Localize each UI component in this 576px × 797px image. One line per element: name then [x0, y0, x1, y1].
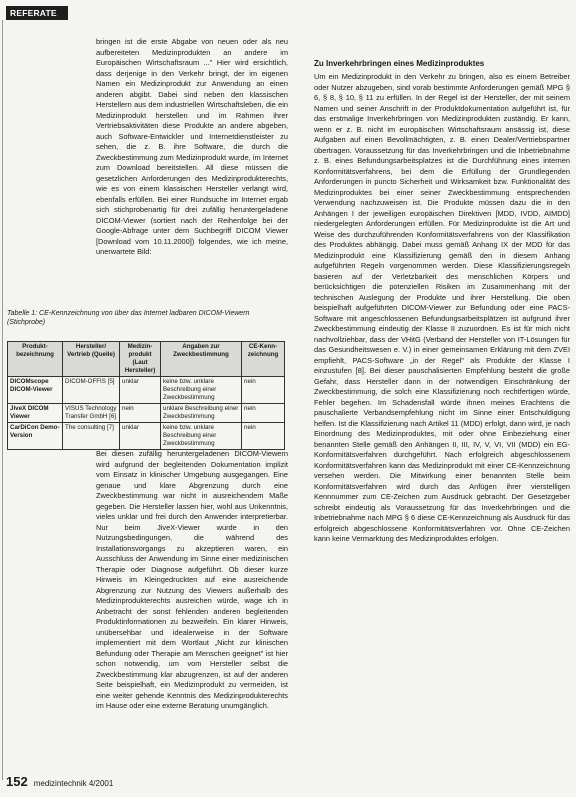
col-vendor: Hersteller/ Vertrieb (Quelle) — [63, 342, 120, 377]
page-footer — [6, 774, 113, 789]
section-tag: REFERATE — [6, 6, 68, 20]
cell-purpose: keine bzw. unklare Beschreibung einer Zweckbestimmung — [161, 377, 242, 404]
cell-purpose: keine bzw. unklare Beschreibung einer Zweckbestimmung — [161, 423, 242, 450]
cell-vendor: The consulting [7] — [63, 423, 120, 450]
right-paragraph: Um ein Medizinprodukt in den Verkehr zu bringen, also es einem Betreiber oder Nutzer abzugeben, sind vorab bestimmte Anforderungen gemäß MPG § 6, § 8, § 10, § 11 zu erfüllen. In der Regel ist der Hersteller, der mit seinem Namen und seiner Anschrift in der Produktdokumentation aufgeführt ist, für das erstmalige Inverkehrbringen von Medizinprodukten zuständig. Er kann, wenn er z. B. nicht im europäischen Wirtschaftsraum ansässig ist, diese Aufgaben auf einen Bevollmächtigten, z. B. einen Dealer/Vertriebspartner übertragen. Voraussetzung für das Inverkehrbringen und die Inbetriebnahme z. B. eines Befundungsarbeitsplatzes ist die Durchführung eines internen Konformitätsverfahrens, bei dem die Erfüllung der Grundlegenden Anforderungen in puncto Sicherheit und Wirksamkeit bzw. Funktionalität des Medizinproduktes bei einer seiner Zweckbestimmung entsprechenden Verwendung nachzuweisen ist. Die Produkte müssen dazu die in den Anhängen I der jeweiligen europäischen Direktiven [MDD, IVDD, AIMDD] niedergelegten Anforderungen erfüllen. Für Medizinprodukte ist die Art und Weise des durchzuführenden Konformitätsverfahrens von der Klassifikation des Produktes abhängig. Dabei muss gemäß Anhang IX der MDD für das Medizinprodukt eine Klassifizierung gemäß den in diesem Anhang aufgeführten Regeln vorgenommen werden. Diese Klassifizierungsregeln basieren auf der Verletzbarkeit des menschlichen Körpers und berücksichtigen die potenziellen Risiken im Zusammenhang mit der technischen Auslegung der Produkte und ihrer Herstellung. Die oben beispielhaft aufgeführten DICOM-Viewer zur Befundung oder eine PACS-Software mit angeschlossenen Befundungsarbeitsplätzen ist aufgrund ihrer Zweckbestimmung eindeutig der Klasse II zuzuordnen. Es ist für mich nicht nachvollziehbar, dass der VHitG (Verband der Hersteller von IT-Lösungen für das Gesundheitswesen e. V.) in einer gemeinsamen Erklärung mit dem ZVEI empfiehlt, PACS-Software „in der Regel" als Produkte der Klasse I einzustufen [8]. Bei dieser pauschalisierten Empfehlung besteht die große Gefahr, dass Hersteller dann in der notwendigen Einschränkung der Zweckbestimmung, die solch eine Klassifizierung noch rechtfertigen würde, Fehler begehen. Im Schadensfall würde ihnen meines Erachtens die pauschalierte Verbandsempfehlung nicht im Sinne einer Entschuldigung helfen. Ist die Klassifizierung nach Artikel 11 (MDD) erfolgt, dann wird, je nach Einordnung des Medizinproduktes, mit oder ohne Einbeziehung einer benannten Stelle gemäß den Anhängen II, III, IV, V, VI, VII (MDD) ein EG-Konformitätsverfahren durchgeführt. Nach erfolgreich abgeschlossenem Konformitätsverfahren kann das Medizinprodukt mit einer CE-Kennzeichnung versehen werden. Die Mitwirkung einer benannten Stelle beim Konformitätsverfahren wird durch das Anfügen ihrer vierstelligen Kennnummer zum CE-Zeichen zum Ausdruck gebracht. Der Gesetzgeber schreibt eindeutig als Voraussetzung für das Inverkehrbringen und die Inbetriebnahme nach MPG § 6 diese CE-Kennzeichnung als Ausdruck für das erfolgreich abgeschlossene Konformitätsverfahren vor. Ohne CE-Zeichen kann keine Vermarktung des Medizinproduktes erfolgen. — [314, 72, 570, 543]
cell-ce: nein — [242, 423, 285, 450]
table-header-row — [8, 342, 285, 377]
table-caption: Tabelle 1: CE-Kennzeichnung von über das Internet ladbaren DICOM-Viewern (Stichprobe) — [7, 310, 250, 326]
cell-purpose: unklare Beschreibung einer Zweckbestimmung — [161, 404, 242, 423]
journal-name: medizintechnik 4/2001 — [33, 779, 114, 788]
after-table-paragraph: Bei diesen zufällig heruntergeladenen DICOM-Viewern wird aufgrund der begleitenden Dokumentation implizit vom Einsatz in klinischer Umgebung ausgegangen. Eine genaue und klare Abgrenzung durch eine Zweckbestimmung war nicht in ausreichendem Maße gegeben. Die Hersteller lassen hier, wohl aus Unkenntnis, vieles unklar und frei durch den Anwender interpretierbar. Nur beim JiveX-Viewer wurde in den Nutzungsbedingungen, die während des Installationsvorgangs zu akzeptieren waren, ein Ausschluss der Anwendung im Sinne einer medizinischen Therapie oder Diagnose aufgeführt. Ob dieser kurze Hinweis im Kleingedruckten auf eine ausreichende Abgrenzung zur Nutzung des Viewers außerhalb des Medizinprodukterechts ausreichen würde, wage ich in Anbetracht der sonst fehlenden anderen begleitenden Produktinformationen zu bezweifeln. Ein klarer Hinweis, unübersehbar und idealerweise in der Software implementiert mit dem Wortlaut „Nicht zur klinischen Befundung oder Therapie am Menschen geeignet" ist hier schon notwendig, um vom Hersteller selbst die Zweckbestimmung klar abzugrenzen, ist auf der anderen Seite beispielhaft, ein Medizinprodukt zu vermeiden, ist eine weiter gehende Kenntnis des Medizinprodukterechts im Hause oder eine externe Beratung unumgänglich. — [96, 449, 288, 710]
page-edge-rule — [2, 20, 3, 780]
ce-table — [7, 341, 285, 450]
col-ce: CE-Kenn-zeichnung — [242, 342, 285, 377]
cell-mp: nein — [120, 404, 161, 423]
table-row — [8, 404, 285, 423]
cell-ce: nein — [242, 404, 285, 423]
cell-product: DICOMscope DICOM-Viewer — [8, 377, 63, 404]
section-heading: Zu Inverkehrbringen eines Medizinproduktes — [314, 59, 485, 68]
cell-vendor: DICOM-OFFIS [5] — [63, 377, 120, 404]
col-purpose: Angaben zur Zweckbestimmung — [161, 342, 242, 377]
intro-paragraph: bringen ist die erste Abgabe von neuen oder als neu aufbereiteten Medizinprodukten an andere im Europäischen Wirtschaftsraum ..." Hier wird ersichtlich, dass derjenige in den Verkehr bringt, der im eigenen Namen ein Medizinprodukt zur Anwendung an einen anderen abgibt. Dabei sind neben den klassischen Herstellern aus dem industriellen Wirtschaftsleben, die ein Medizinprodukt herstellen und im Rahmen ihrer Vertriebsaktivitäten diese Produkte an andere abgeben, auch Software-Entwickler und Internetdienstleister zu sehen, die z. B. ihre Software, die durch die Zweckbestimmung zum Medizinprodukt wurde, im Internet zum Download bereitstellen. All diese müssen die gesetzlichen Anforderungen des Medizinprodukterechts, wie es von einem klassischen Hersteller verlangt wird, ebenfalls erfüllen. Bei einer Rundsuche im Internet ergab sich stichprobenartig für drei zufällig heruntergeladene DICOM-Viewer (sortiert nach der Reihenfolge bei der Google-Abfrage unter dem Suchbegriff DICOM Viewer [Download vom 10.11.2000]) folgendes, wie ich meine, unerwartete Bild: — [96, 37, 288, 256]
cell-product: JiveX DICOM Viewer — [8, 404, 63, 423]
col-medical-product: Medizin-produkt (Laut Hersteller) — [120, 342, 161, 377]
cell-vendor: VISUS Technology Transfer GmbH [6] — [63, 404, 120, 423]
col-product: Produkt-bezeichnung — [8, 342, 63, 377]
cell-product: CarDiCon Demo-Version — [8, 423, 63, 450]
table-row — [8, 377, 285, 404]
cell-mp: unklar — [120, 423, 161, 450]
page-number: 152 — [6, 774, 28, 789]
cell-mp: unklar — [120, 377, 161, 404]
cell-ce: nein — [242, 377, 285, 404]
table-row — [8, 423, 285, 450]
